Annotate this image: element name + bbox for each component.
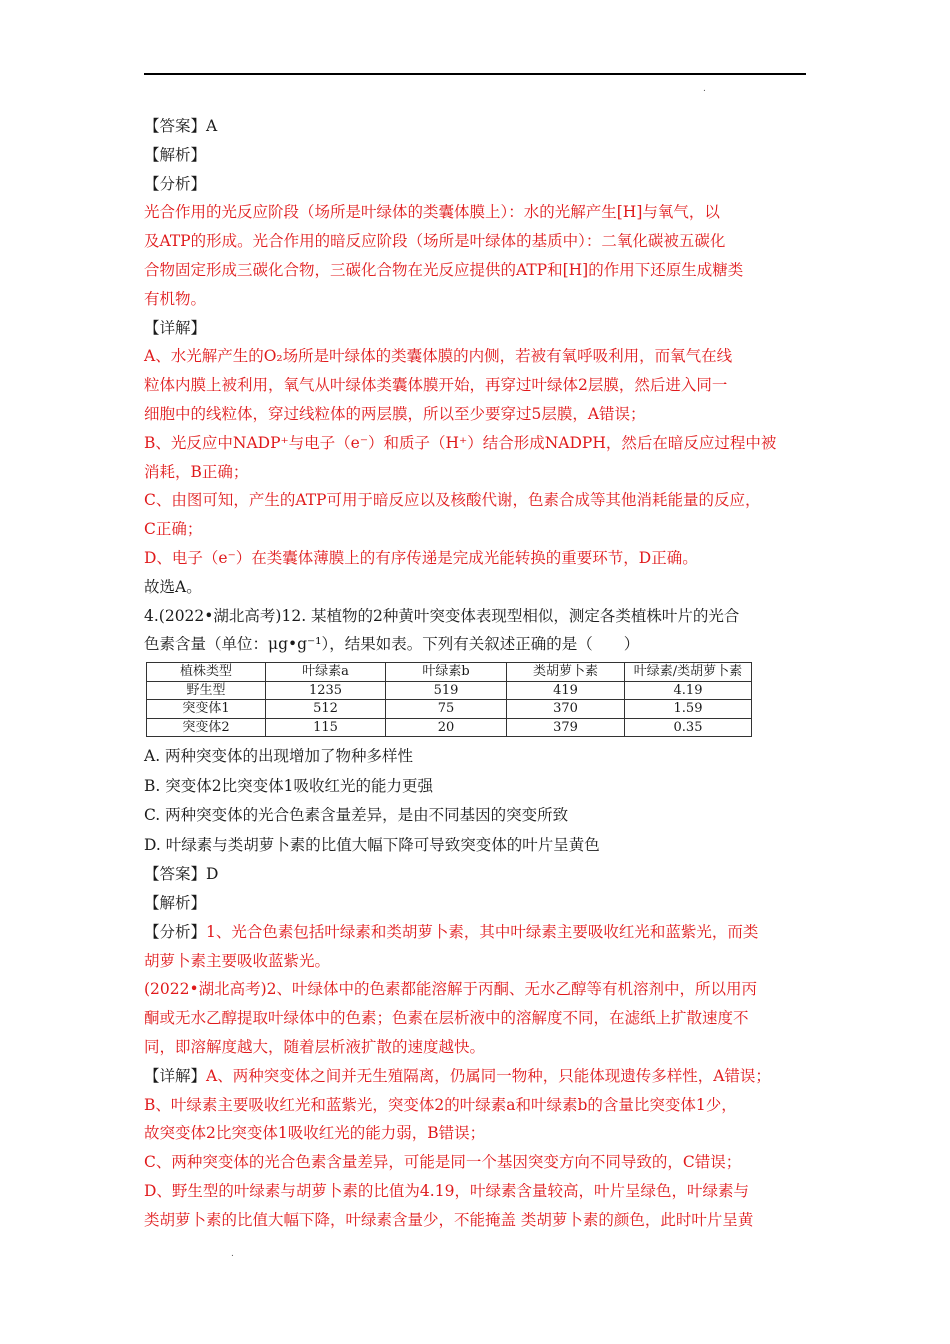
table-header-cell: 叶绿素a	[266, 663, 386, 682]
q4-option-d: D. 叶绿素与类胡萝卜素的比值大幅下降可导致突变体的叶片呈黄色	[144, 835, 600, 854]
q3-detail-line: B、光反应中NADP⁺与电子（e⁻）和质子（H⁺）结合形成NADPH，然后在暗反应过程中被	[144, 433, 777, 452]
q3-detail-line: 细胞中的线粒体，穿过线粒体的两层膜，所以至少要穿过5层膜，A错误；	[144, 404, 646, 423]
q4-detail-text: A、两种突变体之间并无生殖隔离，仍属同一物种，只能体现遗传多样性，A错误；	[206, 1066, 771, 1085]
q4-detail-line: 类胡萝卜素的比值大幅下降，叶绿素含量少，不能掩盖 类胡萝卜素的颜色，此时叶片呈黄	[144, 1210, 754, 1229]
table-header-cell: 叶绿素b	[386, 663, 507, 682]
table-cell: 1.59	[625, 700, 752, 719]
q3-detail-line: 粒体内膜上被利用，氧气从叶绿体类囊体膜开始，再穿过叶绿体2层膜，然后进入同一	[144, 376, 728, 395]
q4-detail-line: 故突变体2比突变体1吸收红光的能力弱，B错误；	[144, 1124, 486, 1143]
table-cell: 4.19	[625, 681, 752, 700]
footer-dot: .	[231, 1249, 234, 1259]
table-header-row	[147, 663, 752, 682]
table-cell: 370	[507, 700, 625, 719]
q4-analysis-line: 同，即溶解度越大，随着层析液扩散的速度越快。	[144, 1037, 486, 1056]
q3-conclusion: 故选A。	[144, 577, 202, 596]
q3-analysis-line: 及ATP的形成。光合作用的暗反应阶段（场所是叶绿体的基质中）：二氧化碳被五碳化	[144, 232, 726, 251]
table-cell: 野生型	[147, 681, 266, 700]
q4-stem-line: 色素含量（单位：μg•g⁻¹），结果如表。下列有关叙述正确的是（ ）	[144, 635, 640, 654]
q4-option-a: A. 两种突变体的出现增加了物种多样性	[144, 747, 414, 766]
q4-detail-line: D、野生型的叶绿素与胡萝卜素的比值为4.19，叶绿素含量较高，叶片呈绿色，叶绿素与	[144, 1181, 749, 1200]
q3-analysis-line: 合物固定形成三碳化合物，三碳化合物在光反应提供的ATP和[H]的作用下还原生成糖类	[144, 260, 744, 279]
table-row	[147, 681, 752, 700]
q3-jiexi: 【解析】	[144, 145, 207, 164]
q4-answer: 【答案】D	[144, 865, 219, 884]
page-content	[144, 112, 812, 1235]
table-cell: 419	[507, 681, 625, 700]
table-cell: 0.35	[625, 718, 752, 737]
q3-analysis-line: 有机物。	[144, 289, 207, 308]
table-cell: 519	[386, 681, 507, 700]
q3-detail-line: A、水光解产生的O₂场所是叶绿体的类囊体膜的内侧，若被有氧呼吸利用，而氧气在线	[144, 347, 733, 366]
q4-analysis-line: 胡萝卜素主要吸收蓝紫光。	[144, 951, 331, 970]
q3-detail-line: D、电子（e⁻）在类囊体薄膜上的有序传递是完成光能转换的重要环节，D正确。	[144, 548, 698, 567]
q4-stem-line: 4.(2022•湖北高考)12. 某植物的2种黄叶突变体表现型相似，测定各类植株叶片的光合	[144, 606, 740, 625]
table-cell: 突变体2	[147, 718, 266, 737]
table-row	[147, 718, 752, 737]
table-cell: 512	[266, 700, 386, 719]
q3-detail-line: 消耗，B正确；	[144, 462, 249, 481]
table-cell: 1235	[266, 681, 386, 700]
table-cell: 突变体1	[147, 700, 266, 719]
q3-detail-line: C、由图可知，产生的ATP可用于暗反应以及核酸代谢，色素合成等其他消耗能量的反应，	[144, 491, 761, 510]
table-header-cell: 叶绿素/类胡萝卜素	[625, 663, 752, 682]
q3-analysis-line: 光合作用的光反应阶段（场所是叶绿体的类囊体膜上）：水的光解产生[H]与氧气，以	[144, 203, 720, 222]
table-cell: 20	[386, 718, 507, 737]
q4-xiangjie-label: 【详解】	[144, 1066, 207, 1085]
q3-answer: 【答案】A	[144, 117, 218, 135]
q4-fenxi-label: 【分析】	[144, 922, 207, 941]
header-dot: .	[703, 84, 706, 94]
q4-option-c: C. 两种突变体的光合色素含量差异，是由不同基因的突变所致	[144, 806, 569, 825]
q4-analysis-line	[144, 918, 812, 947]
table-cell: 115	[266, 718, 386, 737]
q4-detail-line: C、两种突变体的光合色素含量差异，可能是同一个基因突变方向不同导致的，C错误；	[144, 1153, 742, 1172]
table-row	[147, 700, 752, 719]
table-cell: 379	[507, 718, 625, 737]
pigment-table	[146, 662, 752, 737]
q4-analysis-text: 1、光合色素包括叶绿素和类胡萝卜素，其中叶绿素主要吸收红光和蓝紫光，而类	[206, 922, 759, 941]
q3-detail-line: C正确；	[144, 520, 203, 539]
q4-option-b: B. 突变体2比突变体1吸收红光的能力更强	[144, 776, 433, 795]
q4-analysis-line: 酮或无水乙醇提取叶绿体中的色素；色素在层析液中的溶解度不同，在滤纸上扩散速度不	[144, 1009, 749, 1028]
header-rule	[144, 73, 806, 75]
table-header-cell: 植株类型	[147, 663, 266, 682]
q3-fenxi: 【分析】	[144, 174, 207, 193]
table-cell: 75	[386, 700, 507, 719]
q4-jiexi: 【解析】	[144, 893, 207, 912]
q4-detail-line	[144, 1062, 812, 1091]
q4-analysis-line: (2022•湖北高考)2、叶绿体中的色素都能溶解于丙酮、无水乙醇等有机溶剂中，所以用丙	[144, 980, 758, 999]
q3-xiangjie: 【详解】	[144, 318, 207, 337]
q4-detail-line: B、叶绿素主要吸收红光和蓝紫光，突变体2的叶绿素a和叶绿素b的含量比突变体1少，	[144, 1095, 737, 1114]
table-header-cell: 类胡萝卜素	[507, 663, 625, 682]
